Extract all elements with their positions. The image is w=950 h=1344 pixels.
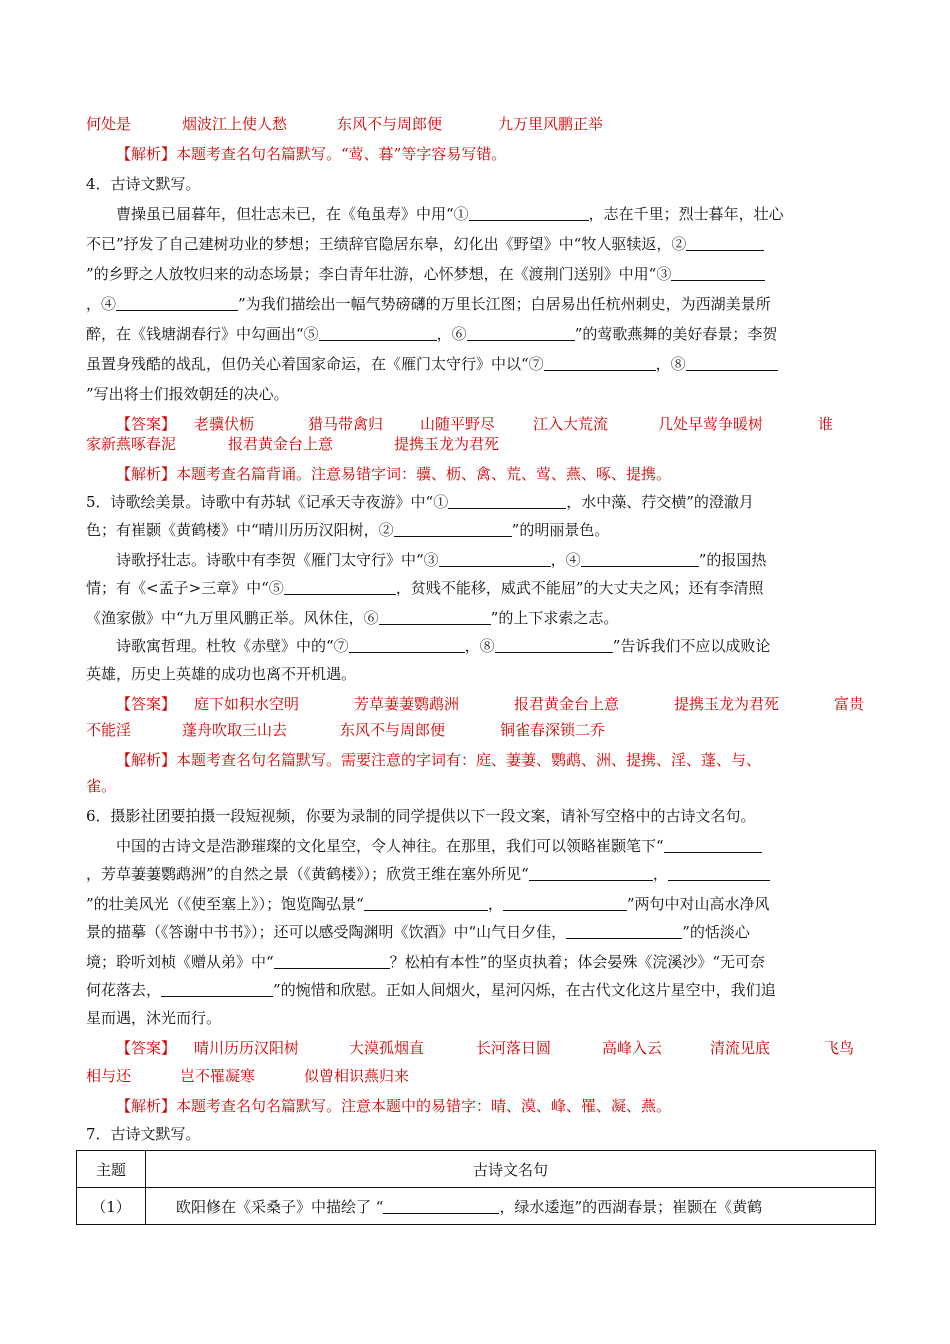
table-header-row [77,1151,876,1188]
q5-line-1: 5．诗歌绘美景。诗歌中有苏轼《记承天寺夜游》中“① ，水中藻、荇交横”的澄澈月 [86,493,754,511]
q4-line-6: 虽置身残酷的战乱，但仍关心着国家命运，在《雁门太守行》中以“⑦ ，⑧ [86,354,778,374]
q5-line-6: 诗歌寓哲理。杜牧《赤壁》中的“⑦ ，⑧ ”告诉我们不应以成败论 [116,637,771,655]
q7-table [76,1150,876,1225]
q4-line-2: 不已”抒发了自己建树功业的梦想；王绩辞官隐居东皋，幻化出《野望》中“牧人驱犊返，② [86,234,764,254]
q5-answer-line-2: 不能淫 蓬舟吹取三山去 东风不与周郎便 铜雀春深锁二乔 [86,721,606,739]
q6-line-6: 何花落去， ”的惋惜和欣慰。正如人间烟火，星河闪烁，在古代文化这片星空中，我们追 [86,981,776,999]
table-cell-label: （1） [77,1188,146,1225]
q5-line-2: 色；有崔颢《黄鹤楼》中“晴川历历汉阳树，② ”的明丽景色。 [86,521,610,539]
q5-analysis-1: 【解析】本题考查名句名篇默写。需要注意的字词有：庭、萋萋、鹦鹉、洲、提携、淫、蓬、与、 [116,751,762,769]
q6-line-2: ，芳草萋萋鹦鹉洲”的自然之景（《黄鹤楼》）；欣赏王维在塞外所见“ ， [86,864,770,884]
q6-line-4: 景的描摹（《答谢中书书》）；还可以感受陶渊明《饮酒》中“山气日夕佳， ”的恬淡心 [86,923,750,941]
answer-item: 烟波江上使人愁 [182,115,288,133]
answer-item: 何处是 [86,115,132,133]
q7-title: 7．古诗文默写。 [86,1125,201,1143]
answer-item: 东风不与周郎便 [337,115,443,133]
table-header-cell: 主题 [77,1151,146,1188]
q4-line-3: ”的乡野之人放牧归来的动态场景；李白青年壮游，心怀梦想，在《渡荆门送别》中用“③ [86,264,765,284]
q4-line-7: ”写出将士们报效朝廷的决心。 [86,385,289,403]
q6-title: 6．摄影社团要拍摄一段短视频，你要为录制的同学提供以下一段文案，请补写空格中的古诗文名句。 [86,807,756,825]
q5-line-4: 情；有《<孟子>三章》中“⑤ ，贫贱不能移，威武不能屈”的大丈夫之风；还有李清照 [86,579,764,597]
table-row [77,1188,876,1225]
answer-item: 九万里风鹏正举 [498,115,604,133]
q6-answer-line-1: 【答案】 晴川历历汉阳树 大漠孤烟直 长河落日圆 高峰入云 清流见底 飞鸟 [116,1039,855,1057]
q5-line-5: 《渔家傲》中“九万里风鹏正举。风休住，⑥ ”的上下求索之志。 [86,609,619,627]
q5-line-3: 诗歌抒壮志。诗歌中有李贺《雁门太守行》中“③ ，④ ”的报国热 [116,551,767,569]
q5-answer-line-1: 【答案】 庭下如积水空明 芳草萋萋鹦鹉洲 报君黄金台上意 提携玉龙为君死 富贵 [116,695,865,713]
q4-line-4: ，④ ”为我们描绘出一幅气势磅礴的万里长江图；白居易出任杭州刺史，为西湖美景所 [86,295,771,313]
top-answer-line [86,114,603,134]
q6-line-5: 境；聆听刘桢《赠从弟》中“ ？松柏有本性”的坚贞执着；体会晏殊《浣溪沙》“无可奈 [86,953,766,971]
q4-answer-line-2: 家新燕啄春泥 报君黄金台上意 提携玉龙为君死 [86,435,500,453]
table-cell-text: 欧阳修在《采桑子》中描绘了 “ ，绿水逶迤”的西湖春景；崔颢在《黄鹤 [146,1188,876,1225]
q6-line-3: ”的壮美风光（《使至塞上》）；饱览陶弘景“ ， ”两句中对山高水净风 [86,895,770,913]
q6-line-7: 星而遇，沐光而行。 [86,1009,222,1027]
q6-answer-line-2: 相与还 岂不罹凝寒 似曾相识燕归来 [86,1067,410,1085]
q6-analysis: 【解析】本题考查名句名篇默写。注意本题中的易错字：晴、漠、峰、罹、凝、燕。 [116,1097,672,1115]
top-analysis: 【解析】本题考查名句名篇默写。“莺、暮”等字容易写错。 [116,145,507,163]
q4-line-5: 醉，在《钱塘湖春行》中勾画出“⑤ ，⑥ ”的莺歌燕舞的美好春景；李贺 [86,325,778,343]
q4-analysis: 【解析】本题考查名篇背诵。注意易错字词：骥、枥、禽、荒、莺、燕、啄、提携。 [116,465,672,483]
q5-line-7: 英雄，历史上英雄的成功也离不开机遇。 [86,665,357,683]
q4-line-1: 曹操虽已届暮年，但壮志未已，在《龟虽寿》中用“① ，志在千里；烈士暮年，壮心 [116,205,784,223]
q6-line-1: 中国的古诗文是浩渺璀璨的文化星空，令人神往。在那里，我们可以领略崔颢笔下“ [116,836,762,856]
q5-analysis-2: 雀。 [86,777,117,795]
q4-answer-line-1: 【答案】 老骥伏枥 猎马带禽归 山随平野尽 江入大荒流 几处早莺争暖树 谁 [116,415,834,433]
table-header-cell: 古诗文名句 [146,1151,876,1188]
q4-title: 4．古诗文默写。 [86,175,201,193]
